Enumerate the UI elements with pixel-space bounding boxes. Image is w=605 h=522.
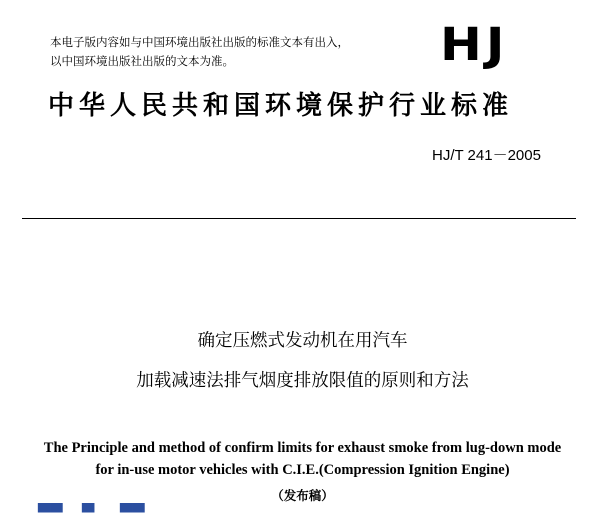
standard-number: HJ/T 241－2005 (432, 147, 541, 164)
publisher-notice-line-2: 以中国环境出版社出版的文本为准。 (50, 54, 234, 68)
cutoff-mark-3: ▀▀ (120, 503, 145, 522)
release-status-label: （发布稿） (271, 488, 334, 503)
english-title-line-2: for in-use motor vehicles with C.I.E.(Compression Ignition Engine) (95, 462, 510, 478)
organization-title: 中华人民共和国环境保护行业标准 (48, 91, 514, 121)
chinese-title-line-1: 确定压燃式发动机在用汽车 (197, 331, 408, 351)
chinese-title-line-2: 加载减速法排气烟度排放限值的原则和方法 (136, 371, 469, 391)
english-title-line-1: The Principle and method of confirm limits for exhaust smoke from lug-down mode (43, 440, 562, 456)
publisher-notice-line-1: 本电子版内容如与中国环境出版社出版的标准文本有出入， (50, 35, 349, 49)
cutoff-mark-2: ▀ (82, 503, 95, 522)
cutoff-mark-1: ▀▀ (38, 503, 63, 522)
publisher-notice (50, 33, 430, 71)
hj-logo: HJ (440, 18, 509, 71)
header-divider (22, 218, 576, 219)
